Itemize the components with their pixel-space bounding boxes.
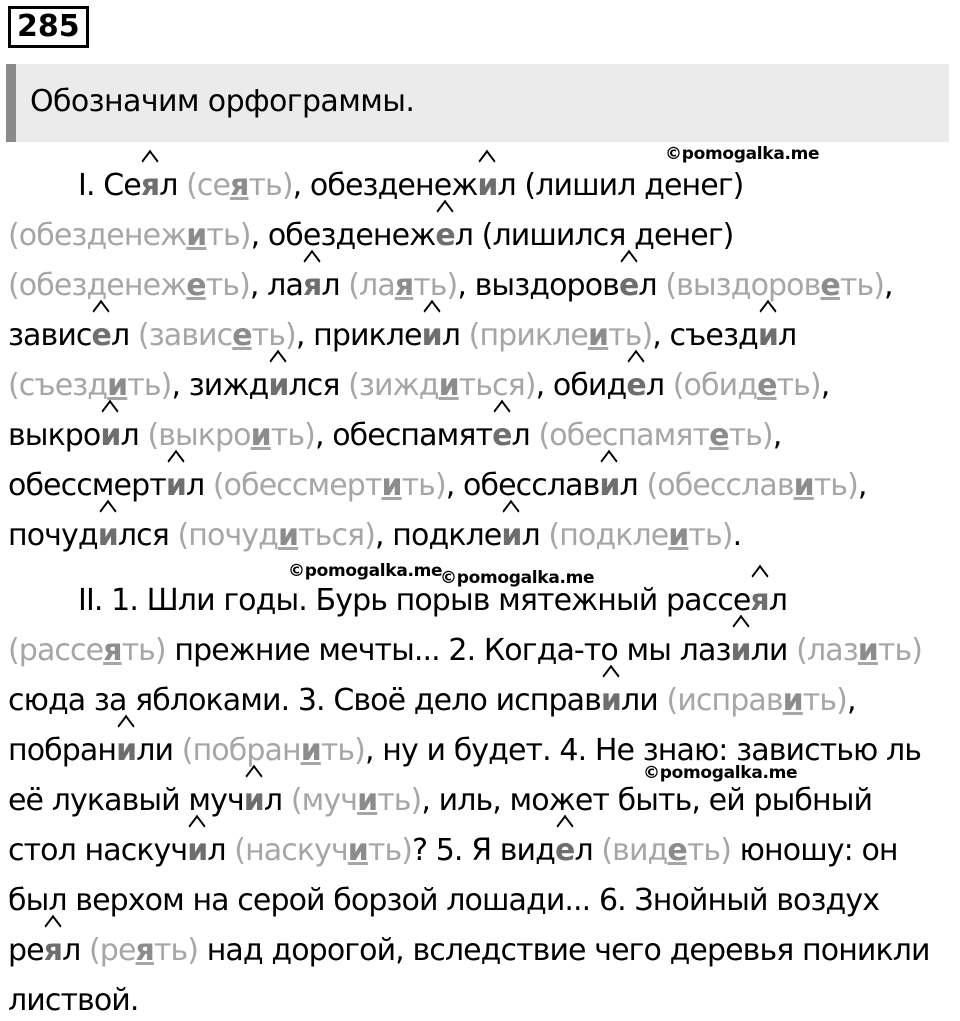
infinitive-form: (исправ [666, 683, 783, 718]
marked-vowel: и [187, 833, 208, 868]
text-segment: , приклe [295, 318, 422, 353]
text-line [8, 366, 829, 406]
infinitive-form: ть) [413, 268, 458, 303]
text-segment: юношу: он [731, 833, 898, 868]
text-segment: , обезденеж [292, 168, 478, 203]
infinitive-form: ть) [688, 518, 733, 553]
text-line [8, 881, 879, 921]
text-segment: листвой. [8, 983, 139, 1018]
infinitive-form: (выздоров [665, 268, 821, 303]
text-line [8, 266, 893, 306]
watermark: ©pomogalka.me [440, 568, 595, 588]
marked-vowel: и [730, 633, 751, 668]
infinitive-vowel: е [232, 318, 252, 353]
infinitive-vowel: и [438, 368, 459, 403]
marked-vowel: я [140, 168, 160, 203]
text-segment: . [732, 518, 742, 553]
infinitive-form: (наскуч [234, 833, 348, 868]
text-segment: ? 5. Я вид [412, 833, 555, 868]
infinitive-form: (обид [672, 368, 758, 403]
text-segment: л [441, 318, 469, 353]
text-line [8, 731, 921, 771]
text-segment: л [521, 518, 549, 553]
text-line [8, 681, 856, 721]
infinitive-form: ть) [251, 318, 296, 353]
text-segment: л (лишился денег) [454, 218, 734, 253]
infinitive-form: (выкро [147, 418, 251, 453]
infinitive-vowel: и [107, 368, 128, 403]
text-line [8, 466, 867, 506]
infinitive-form: (зижд [348, 368, 439, 403]
text-line [78, 166, 743, 206]
text-segment: выкро [8, 418, 101, 453]
infinitive-vowel: и [357, 783, 378, 818]
marked-vowel: е [435, 218, 455, 253]
text-segment: , иль, может быть, ей рыбный [421, 783, 873, 818]
infinitive-vowel: и [668, 518, 689, 553]
infinitive-form: ть) [813, 468, 858, 503]
text-segment: ли [621, 683, 667, 718]
text-line [78, 581, 787, 621]
infinitive-vowel: и [782, 683, 803, 718]
text-segment: л [62, 933, 89, 968]
text-segment: л [778, 318, 797, 353]
text-segment: л [207, 833, 235, 868]
infinitive-vowel: и [250, 418, 271, 453]
text-segment: , обесслав [445, 468, 600, 503]
infinitive-form: ть) [270, 418, 315, 453]
infinitive-form: ть) [877, 633, 923, 668]
text-segment: л [110, 318, 138, 353]
text-segment: л [645, 368, 673, 403]
infinitive-form: (почуд [177, 518, 278, 553]
infinitive-form: (съезд [8, 368, 108, 403]
text-segment: , обезденеж [250, 218, 436, 253]
text-segment: лся [288, 368, 349, 403]
marked-vowel: и [268, 368, 289, 403]
infinitive-form: (обесслав [646, 468, 794, 503]
marked-vowel: е [91, 318, 111, 353]
infinitive-form: ть) [127, 368, 172, 403]
marked-vowel: и [600, 683, 622, 718]
text-segment: лся [117, 518, 178, 553]
marked-vowel: я [750, 583, 769, 618]
marked-vowel: и [599, 468, 620, 503]
marked-vowel: и [165, 468, 186, 503]
infinitive-form: ть) [608, 318, 653, 353]
infinitive-vowel: я [103, 633, 122, 668]
marked-vowel: и [97, 518, 118, 553]
infinitive-form: (ре [89, 933, 136, 968]
text-segment: ли [136, 733, 182, 768]
infinitive-vowel: я [230, 168, 249, 203]
infinitive-vowel: и [300, 733, 321, 768]
infinitive-form: ть) [367, 833, 413, 868]
text-segment: , подклe [375, 518, 502, 553]
marked-vowel: и [757, 318, 779, 353]
text-segment: , [857, 468, 867, 503]
text-segment: л [120, 418, 148, 453]
text-line [8, 631, 922, 671]
watermark: ©pomogalka.me [665, 144, 820, 164]
text-segment: л [185, 468, 213, 503]
infinitive-form: (обезденеж [8, 268, 187, 303]
marked-vowel: и [243, 783, 264, 818]
text-segment: завис [8, 318, 92, 353]
infinitive-form: ть) [802, 683, 847, 718]
text-segment: обессмерт [8, 468, 166, 503]
text-segment: л (лишил денег) [497, 168, 744, 203]
text-segment: , ла [249, 268, 303, 303]
infinitive-vowel: и [857, 633, 878, 668]
text-segment: , [846, 683, 856, 718]
text-segment: , [884, 268, 893, 303]
infinitive-form: ть) [728, 418, 773, 453]
text-segment: л [321, 268, 349, 303]
text-segment: , зижд [171, 368, 269, 403]
infinitive-form: ть) [320, 733, 365, 768]
text-segment: , [820, 368, 830, 403]
infinitive-vowel: е [709, 418, 729, 453]
marked-vowel: е [626, 368, 646, 403]
marked-vowel: я [302, 268, 322, 303]
marked-vowel: е [492, 418, 512, 453]
marked-vowel: е [618, 268, 639, 303]
infinitive-vowel: я [394, 268, 414, 303]
text-line [8, 216, 734, 256]
infinitive-vowel: е [820, 268, 840, 303]
infinitive-vowel: е [757, 368, 777, 403]
text-segment: л [768, 583, 788, 618]
text-segment: л [574, 833, 602, 868]
infinitive-form: (завис [137, 318, 233, 353]
marked-vowel: я [43, 933, 63, 968]
text-line [8, 316, 796, 356]
task-number: 285 [8, 6, 89, 48]
infinitive-vowel: е [186, 268, 206, 303]
infinitive-form: (муч [290, 783, 358, 818]
infinitive-vowel: и [587, 318, 609, 353]
infinitive-vowel: я [135, 933, 154, 968]
text-line [8, 981, 139, 1021]
infinitive-form: ть) [248, 168, 293, 203]
text-segment: почуд [8, 518, 98, 553]
text-line [8, 931, 930, 971]
infinitive-form: ть) [153, 933, 199, 968]
marked-vowel: и [100, 418, 121, 453]
text-segment: побран [8, 733, 117, 768]
text-segment: , обеспамят [314, 418, 493, 453]
infinitive-form: ться) [298, 518, 376, 553]
infinitive-form: ть) [686, 833, 732, 868]
infinitive-form: ть) [205, 268, 250, 303]
infinitive-form: ть) [206, 218, 251, 253]
text-segment: л [511, 418, 539, 453]
text-line [8, 516, 741, 556]
infinitive-form: (ла [348, 268, 395, 303]
marked-vowel: и [116, 733, 137, 768]
infinitive-vowel: и [186, 218, 207, 253]
infinitive-form: (се [186, 168, 231, 203]
text-line [8, 781, 872, 821]
infinitive-form: ться) [458, 368, 536, 403]
text-line [8, 831, 898, 871]
text-segment: стол наскуч [8, 833, 188, 868]
infinitive-vowel: е [667, 833, 687, 868]
infinitive-vowel: и [347, 833, 368, 868]
header-bar [6, 64, 949, 142]
infinitive-form: ть) [839, 268, 885, 303]
watermark: ©pomogalka.me [288, 561, 443, 581]
infinitive-vowel: и [793, 468, 814, 503]
text-segment: ре [8, 933, 44, 968]
infinitive-form: ть) [121, 633, 166, 668]
header-text: Обозначим орфограммы. [30, 84, 415, 119]
infinitive-vowel: и [277, 518, 299, 553]
text-segment: , [772, 418, 782, 453]
text-segment: , выздоров [457, 268, 619, 303]
marked-vowel: е [555, 833, 575, 868]
text-segment: II. 1. Шли годы. Бурь порыв мятежный рассе [78, 583, 751, 618]
infinitive-form: (вид [601, 833, 668, 868]
infinitive-form: (обессмерт [212, 468, 382, 503]
text-segment: ли [750, 633, 797, 668]
text-segment: л [159, 168, 187, 203]
text-segment: сюда за яблоками. 3. Своё дело исправ [8, 683, 601, 718]
text-segment: , обид [535, 368, 627, 403]
infinitive-form: (подклe [548, 518, 669, 553]
text-segment: , ну и будет. 4. Не знаю: завистью ль [364, 733, 922, 768]
infinitive-form: ть) [401, 468, 446, 503]
infinitive-form: (рассе [8, 633, 104, 668]
infinitive-vowel: и [381, 468, 402, 503]
text-segment: л [619, 468, 647, 503]
text-segment: , съезд [652, 318, 758, 353]
infinitive-form: (лаз [796, 633, 858, 668]
text-segment: над дорогой, вследствие чего деревья поникли [198, 933, 930, 968]
infinitive-form: ть) [377, 783, 422, 818]
infinitive-form: (обезденеж [8, 218, 187, 253]
text-segment: её лукавый муч [8, 783, 244, 818]
infinitive-form: (обеспамят [538, 418, 710, 453]
text-segment: был верхом на серой борзой лошади... 6. Знойный воздух [8, 883, 880, 918]
text-segment: л [638, 268, 666, 303]
text-segment: л [263, 783, 291, 818]
text-segment: I. Се [78, 168, 141, 203]
text-segment: прежние мечты... 2. Когда-то мы лаз [165, 633, 731, 668]
marked-vowel: и [501, 518, 522, 553]
marked-vowel: и [421, 318, 442, 353]
watermark: ©pomogalka.me [643, 763, 798, 783]
infinitive-form: ть) [776, 368, 821, 403]
infinitive-form: (приклe [468, 318, 588, 353]
infinitive-form: (побран [181, 733, 301, 768]
marked-vowel: и [477, 168, 498, 203]
text-line [8, 416, 781, 456]
